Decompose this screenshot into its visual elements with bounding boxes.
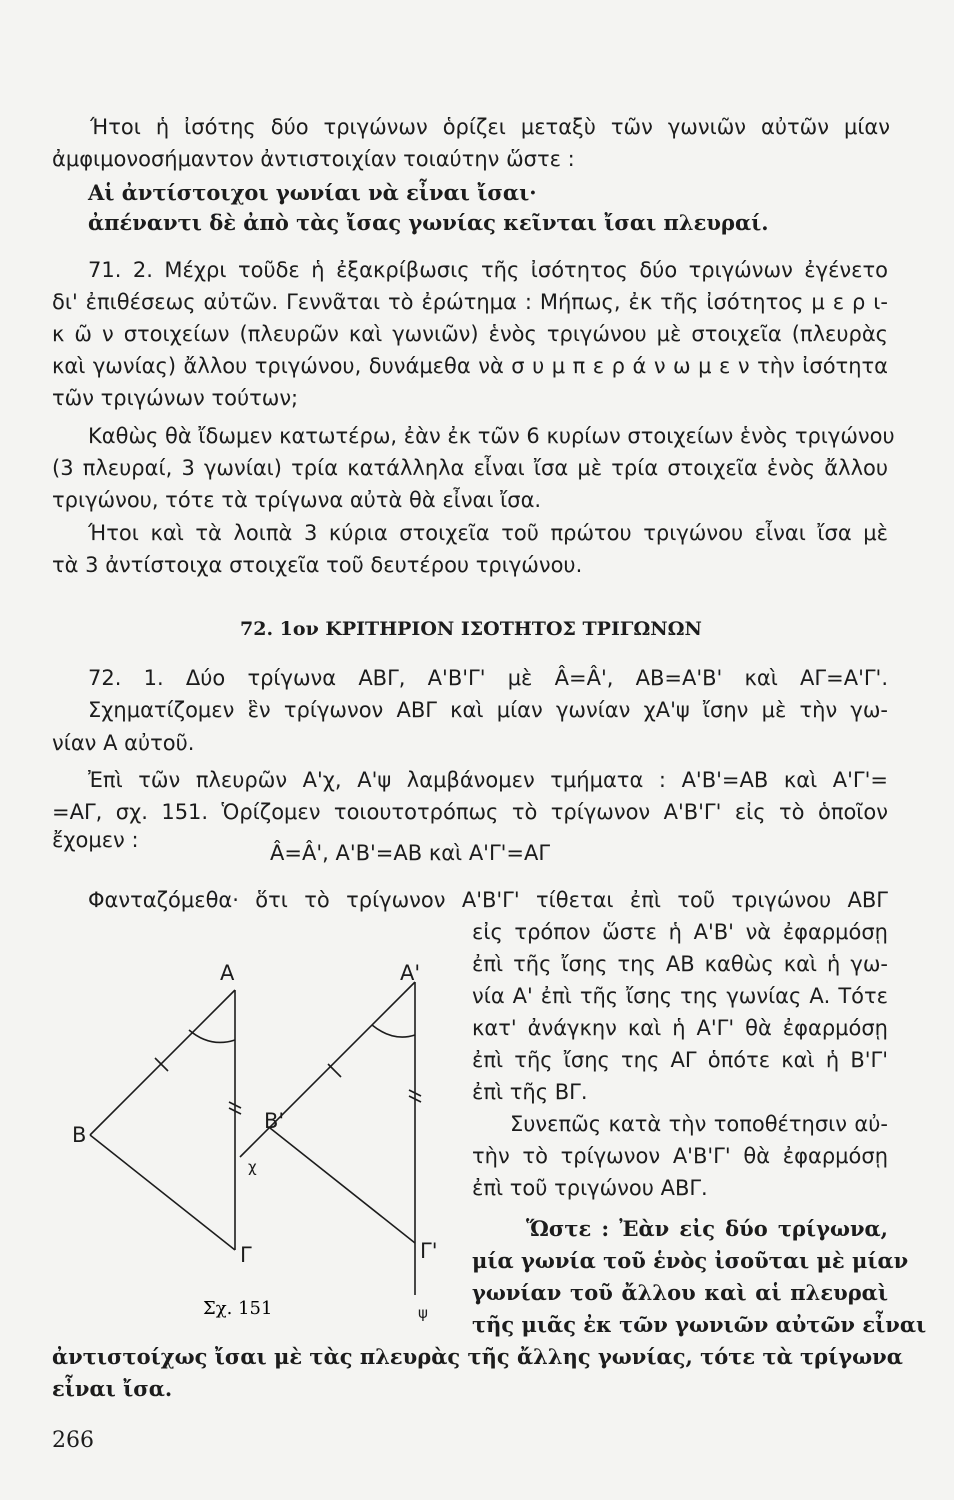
- vertex-label-B2: B': [264, 1109, 285, 1133]
- text-line: ἐπὶ τῆς ἴσης της ΑΓ ὁπότε καὶ ἡ Β'Γ': [472, 1048, 888, 1072]
- bold-text-line: Αἱ ἀντίστοιχοι γωνίαι νὰ εἶναι ἴσαι·: [88, 180, 537, 205]
- section-heading: 72. 1ον ΚΡΙΤΗΡΙΟΝ ΙΣΟΤΗΤΟΣ ΤΡΙΓΩΝΩΝ: [240, 618, 702, 640]
- bold-text-line: τῆς μιᾶς ἐκ τῶν γωνιῶν αὐτῶν εἶναι: [472, 1312, 927, 1337]
- text-line: Σχηματίζομεν ἓν τρίγωνον ΑΒΓ καὶ μίαν γωνίαν χΑ'ψ ἴσην μὲ τὴν γω-: [88, 698, 888, 722]
- tick-A2B2: [328, 1064, 341, 1077]
- page-number: 266: [52, 1428, 94, 1453]
- angle-arc-A: [189, 1030, 235, 1042]
- segment-B2G2: [270, 1128, 415, 1243]
- text-line: νία Α' ἐπὶ τῆς ἴσης της γωνίας Α. Τότε: [472, 984, 888, 1008]
- figure-151: [60, 940, 460, 1340]
- vertex-label-G2: Γ': [420, 1239, 438, 1263]
- text-line: κ ῶ ν στοιχείων (πλευρῶν καὶ γωνιῶν) ἑνὸς τριγώνου μὲ στοιχεῖα (πλευρὰς: [52, 322, 888, 346]
- text-line: τὴν τὸ τρίγωνον Α'Β'Γ' θὰ ἐφαρμόσῃ: [472, 1144, 888, 1168]
- text-line: Φανταζόμεθα· ὅτι τὸ τρίγωνον Α'Β'Γ' τίθεται ἐπὶ τοῦ τριγώνου ΑΒΓ: [88, 888, 888, 912]
- text-line: καὶ γωνίας) ἄλλου τριγώνου, δυνάμεθα νὰ σ υ μ π ε ρ ά ν ω μ ε ν τὴν ἰσότητα: [52, 354, 888, 378]
- bold-text-line: Ὥστε : Ἐὰν εἰς δύο τρίγωνα,: [526, 1216, 888, 1241]
- text-line: ἔχομεν :: [52, 828, 139, 852]
- text-line: τῶν τριγώνων τούτων;: [52, 386, 299, 410]
- bold-text-line: εἶναι ἴσα.: [52, 1376, 173, 1401]
- figure-caption: Σχ. 151: [203, 1298, 273, 1319]
- equation-line: Â=Â', Α'Β'=ΑΒ καὶ Α'Γ'=ΑΓ: [270, 841, 551, 865]
- text-line: =ΑΓ, σχ. 151. Ὁρίζομεν τοιουτοτρόπως τὸ τρίγωνον Α'Β'Γ' εἰς τὸ ὁποῖον: [52, 800, 888, 824]
- vertex-label-A2: A': [400, 961, 421, 985]
- bold-text-line: γωνίαν τοῦ ἄλλου καὶ αἱ πλευραὶ: [472, 1280, 888, 1305]
- text-line: Ήτοι καὶ τὰ λοιπὰ 3 κύρια στοιχεῖα τοῦ πρώτου τριγώνου εἶναι ἴσα μὲ: [88, 521, 888, 545]
- bold-text-line: ἀπέναντι δὲ ἀπὸ τὰς ἴσας γωνίας κεῖνται ἴσαι πλευραί.: [88, 210, 769, 235]
- text-line: ἐπὶ τῆς ἴσης της ΑΒ καθὼς καὶ ἡ γω-: [472, 952, 888, 976]
- text-line: Ἐπὶ τῶν πλευρῶν Α'χ, Α'ψ λαμβάνομεν τμήματα : Α'Β'=ΑΒ καὶ Α'Γ'=: [88, 768, 888, 792]
- text-line: (3 πλευραί, 3 γωνίαι) τρία κατάλληλα εἶναι ἴσα μὲ τρία στοιχεῖα ἑνὸς ἄλλου: [52, 456, 888, 480]
- vertex-label-G: Γ: [240, 1243, 252, 1267]
- segment-BG: [90, 1135, 235, 1250]
- text-line: Ήτοι ἡ ἰσότης δύο τριγώνων ὁρίζει μεταξὺ τῶν γωνιῶν αὐτῶν μίαν: [90, 115, 890, 139]
- ray-label-x: χ: [248, 1158, 257, 1176]
- vertex-label-B: B: [72, 1123, 87, 1147]
- bold-text-line: μία γωνία τοῦ ἑνὸς ἰσοῦται μὲ μίαν: [472, 1248, 909, 1273]
- segment-AB: [90, 990, 235, 1135]
- text-line: εἰς τρόπον ὥστε ἡ Α'Β' νὰ ἐφαρμόσῃ: [472, 920, 888, 944]
- text-line: ἐπὶ τῆς ΒΓ.: [472, 1080, 588, 1104]
- ray-label-psi: ψ: [418, 1304, 428, 1322]
- bold-text-line: ἀντιστοίχως ἴσαι μὲ τὰς πλευρὰς τῆς ἄλλης γωνίας, τότε τὰ τρίγωνα: [52, 1344, 903, 1369]
- text-line: ἀμφιμονοσήμαντον ἀντιστοιχίαν τοιαύτην ὥστε :: [52, 147, 575, 171]
- angle-arc-A2: [372, 1025, 415, 1037]
- text-line: 72. 1. Δύο τρίγωνα ΑΒΓ, Α'Β'Γ' μὲ Â=Â', ΑΒ=Α'Β' καὶ ΑΓ=Α'Γ'.: [88, 666, 888, 690]
- text-line: τριγώνου, τότε τὰ τρίγωνα αὐτὰ θὰ εἶναι ἴσα.: [52, 488, 542, 512]
- text-line: Συνεπῶς κατὰ τὴν τοποθέτησιν αὐ-: [510, 1112, 888, 1136]
- text-line: νίαν Α αὐτοῦ.: [52, 731, 195, 755]
- text-line: Καθὼς θὰ ἴδωμεν κατωτέρω, ἐὰν ἐκ τῶν 6 κυρίων στοιχείων ἑνὸς τριγώνου: [88, 424, 895, 448]
- text-line: τὰ 3 ἀντίστοιχα στοιχεῖα τοῦ δευτέρου τριγώνου.: [52, 553, 583, 577]
- vertex-label-A: A: [220, 961, 235, 985]
- text-line: 71. 2. Μέχρι τοῦδε ἡ ἐξακρίβωσις τῆς ἰσότητος δύο τριγώνων ἐγένετο: [88, 258, 888, 282]
- text-line: δι' ἐπιθέσεως αὐτῶν. Γεννᾶται τὸ ἐρώτημα : Μήπως, ἐκ τῆς ἰσότητος μ ε ρ ι-: [52, 290, 888, 314]
- text-line: κατ' ἀνάγκην καὶ ἡ Α'Γ' θὰ ἐφαρμόσῃ: [472, 1016, 888, 1040]
- text-line: ἐπὶ τοῦ τριγώνου ΑΒΓ.: [472, 1176, 708, 1200]
